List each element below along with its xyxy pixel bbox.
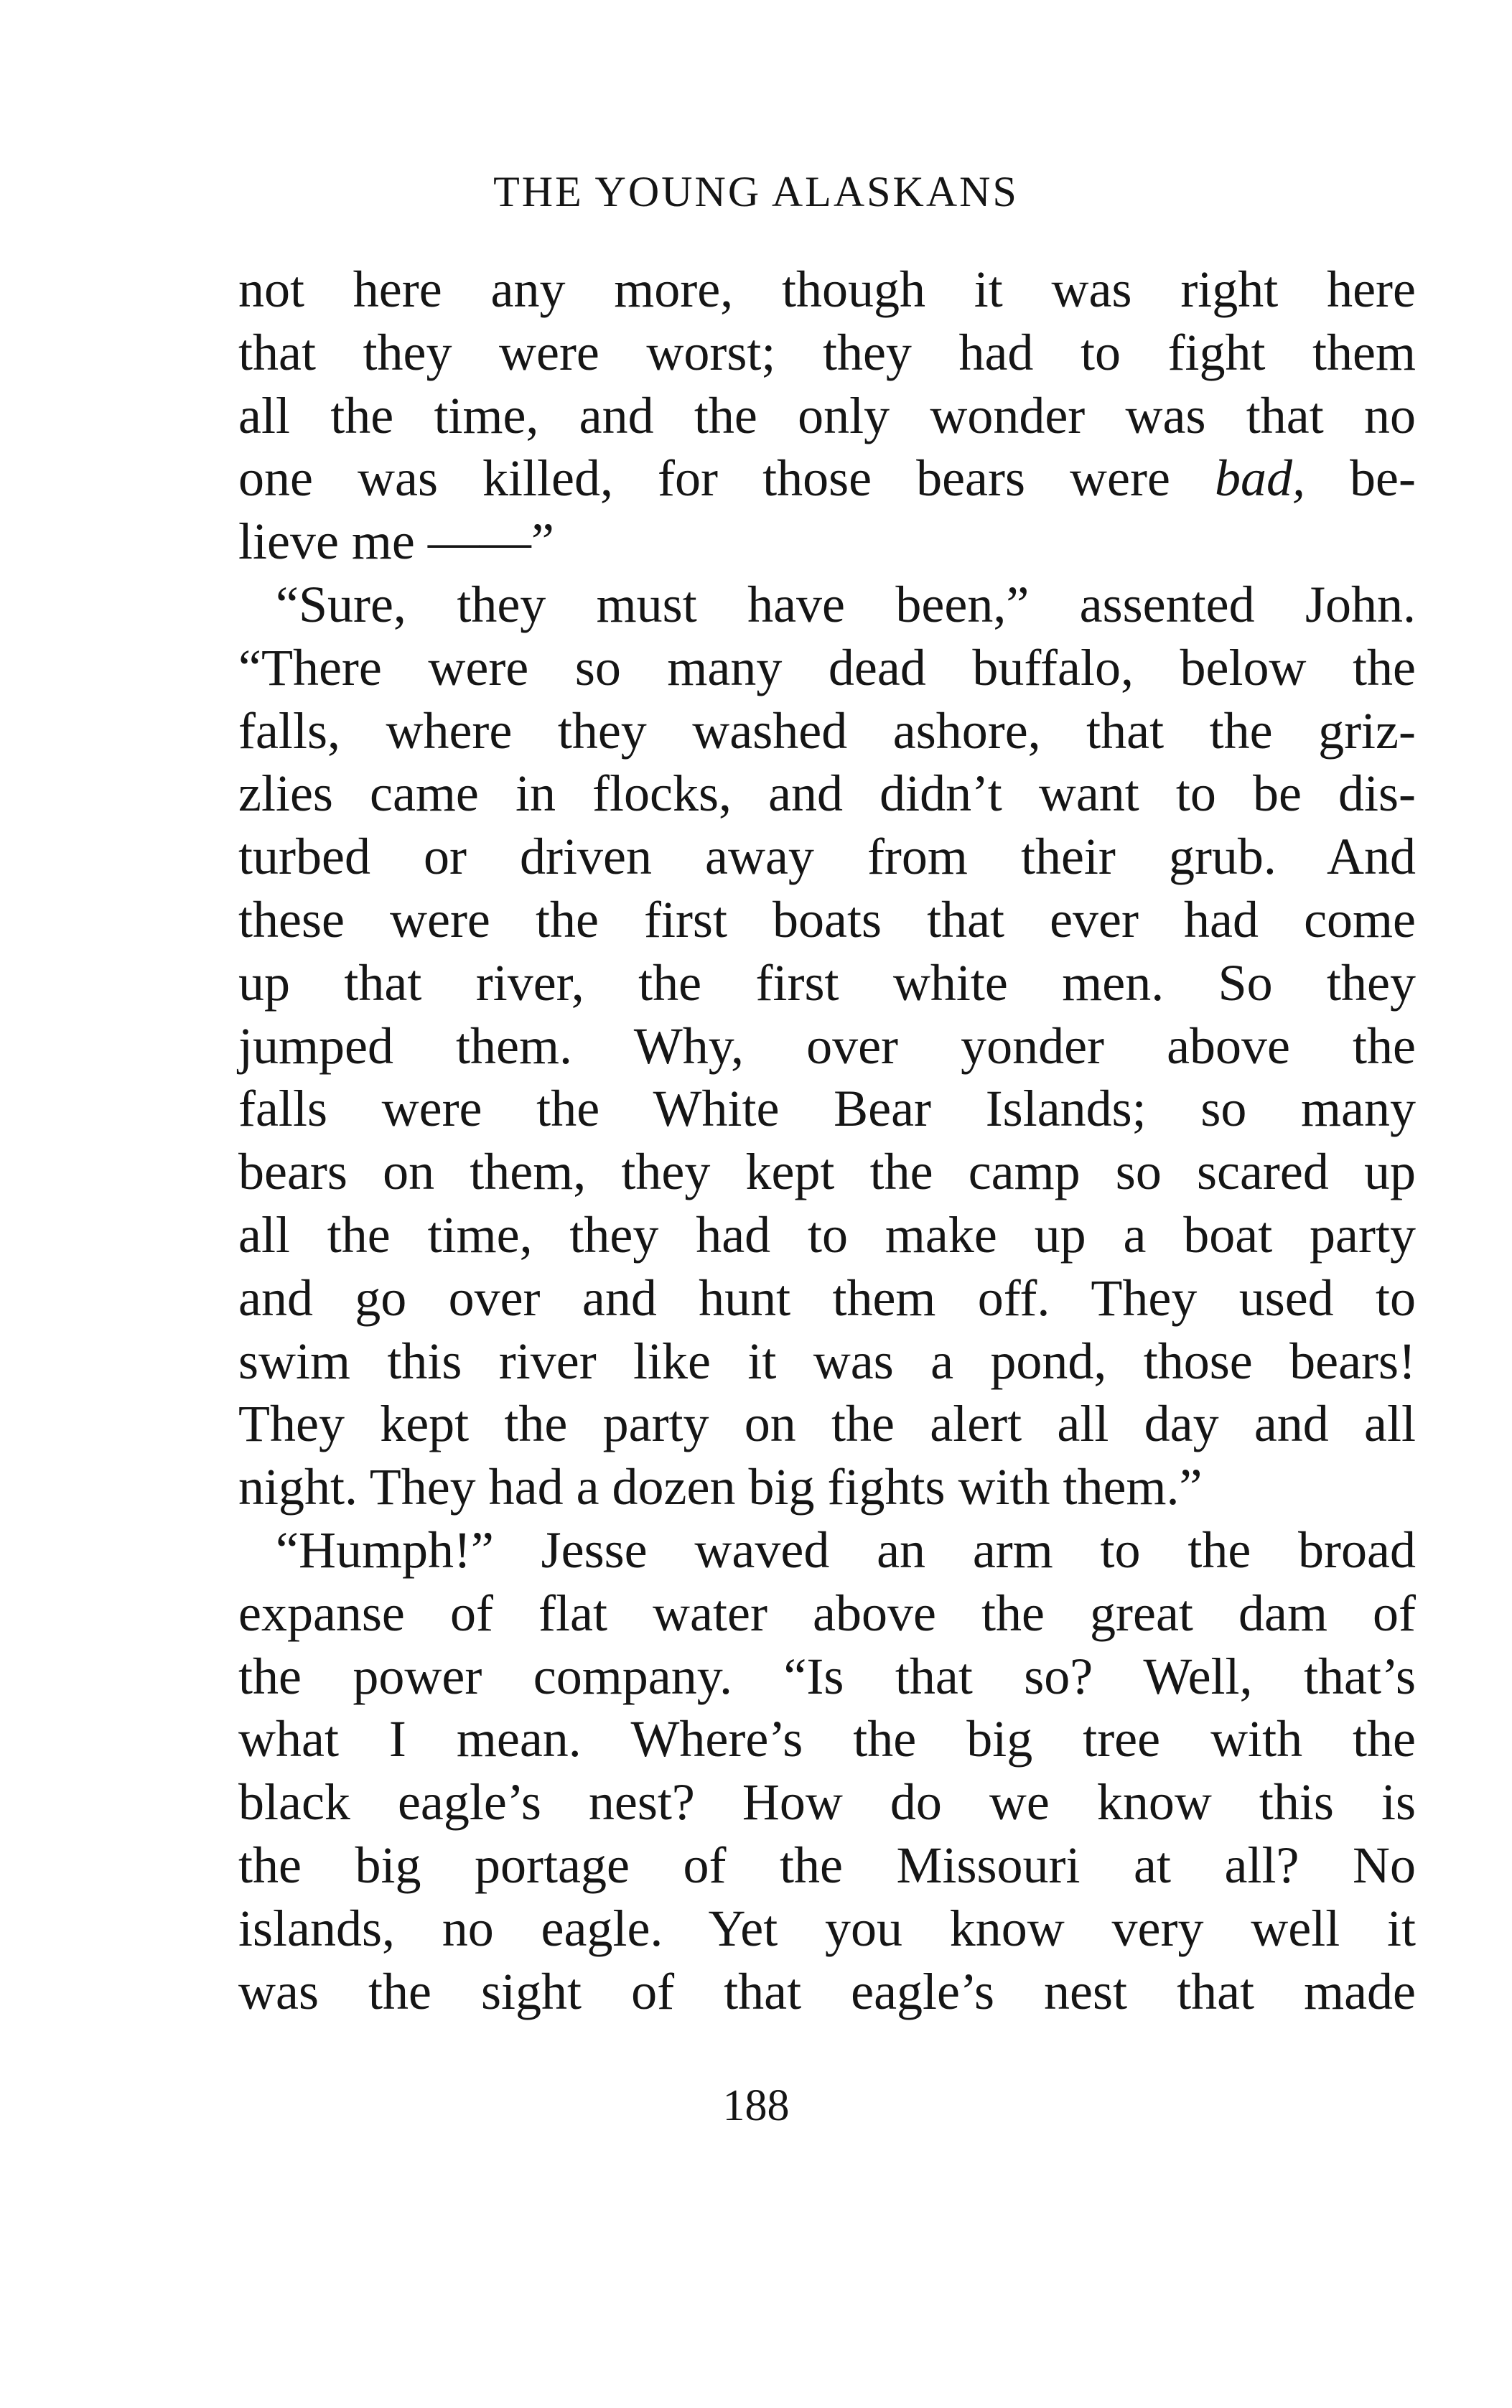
- page-number: 188: [722, 2081, 790, 2130]
- running-head: THE YOUNG ALASKANS: [493, 168, 1019, 215]
- text-line: that they were worst; they had to fight them: [238, 323, 1416, 381]
- text-line: “Sure, they must have been,” assented John.: [276, 575, 1416, 633]
- text-line: up that river, the first white men. So they: [238, 953, 1416, 1012]
- text-line: night. They had a dozen big fights with them.”: [238, 1458, 1203, 1516]
- text-line: zlies came in flocks, and didn’t want to be dis-: [238, 765, 1416, 823]
- text-line: was the sight of that eagle’s nest that made: [238, 1962, 1416, 2020]
- body-text: [238, 258, 1416, 2023]
- text-line: black eagle’s nest? How do we know this is: [238, 1773, 1416, 1831]
- text-line: falls were the White Bear Islands; so many: [238, 1080, 1416, 1138]
- text-line: jumped them. Why, over yonder above the: [238, 1017, 1416, 1075]
- text-line: not here any more, though it was right here: [238, 261, 1416, 318]
- text-line: and go over and hunt them off. They used to: [238, 1269, 1416, 1327]
- text-line: the big portage of the Missouri at all? No: [238, 1836, 1416, 1894]
- text-line: lieve me ——”: [238, 513, 554, 571]
- text-line: all the time, and the only wonder was that no: [238, 386, 1416, 444]
- text-line: turbed or driven away from their grub. And: [238, 828, 1416, 886]
- text-line: all the time, they had to make up a boat party: [238, 1205, 1416, 1264]
- text-line: bears on them, they kept the camp so scared up: [238, 1143, 1416, 1201]
- text-line: the power company. “Is that so? Well, that’s: [238, 1647, 1416, 1705]
- text-line: one was killed, for those bears were bad, be-: [238, 449, 1416, 508]
- text-line: islands, no eagle. Yet you know very well it: [238, 1899, 1416, 1957]
- emphasis: bad,: [1215, 449, 1305, 508]
- text-line: swim this river like it was a pond, those bears!: [238, 1332, 1416, 1390]
- text-line: what I mean. Where’s the big tree with the: [238, 1710, 1416, 1768]
- text-line: these were the first boats that ever had come: [238, 890, 1416, 948]
- text-line: expanse of flat water above the great dam of: [238, 1584, 1416, 1642]
- text-line: “Humph!” Jesse waved an arm to the broad: [276, 1521, 1416, 1579]
- text-line: falls, where they washed ashore, that the griz-: [238, 701, 1416, 760]
- text-line: “There were so many dead buffalo, below the: [238, 638, 1416, 696]
- text-line: They kept the party on the alert all day and all: [238, 1395, 1416, 1453]
